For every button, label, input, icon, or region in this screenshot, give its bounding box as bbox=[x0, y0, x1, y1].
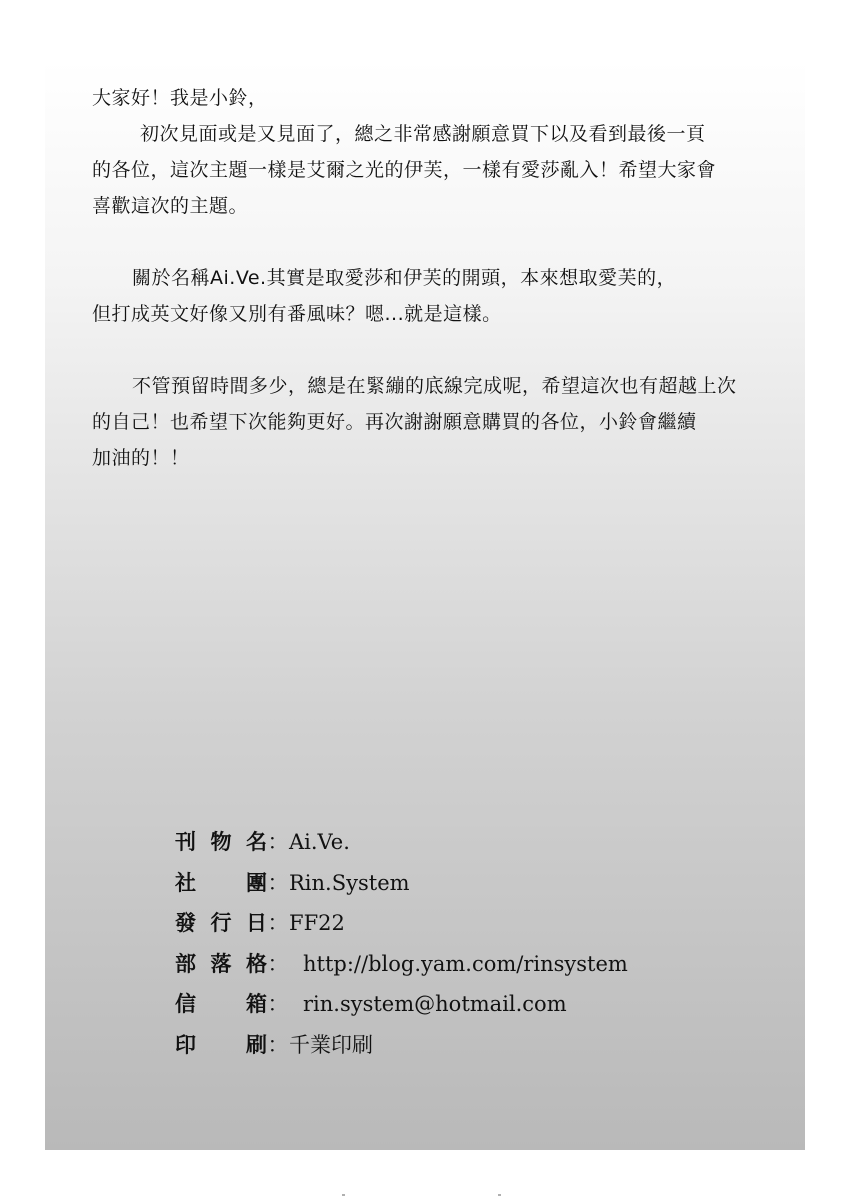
colophon bbox=[175, 822, 735, 1065]
paragraph-1-line-3: 喜歡這次的主題。 bbox=[92, 195, 249, 217]
edge-mark bbox=[342, 1194, 345, 1196]
paragraph-3-line-2: 的自己！也希望下次能夠更好。再次謝謝願意購買的各位，小鈴會繼續 bbox=[92, 411, 697, 433]
colophon-blog-row bbox=[175, 944, 735, 985]
page-edge-marks bbox=[0, 1192, 850, 1200]
colophon-date-value: FF22 bbox=[289, 911, 345, 935]
colophon-blog-label: 部落格 bbox=[175, 950, 267, 976]
paragraph-2-line-1: 關於名稱Ai.Ve.其實是取愛莎和伊芙的開頭，本來想取愛芙的， bbox=[132, 267, 677, 289]
colophon-date-row bbox=[175, 903, 735, 944]
colophon-print-row bbox=[175, 1025, 735, 1066]
colophon-circle-label: 社團 bbox=[175, 869, 267, 895]
colophon-print-value: 千業印刷 bbox=[289, 1032, 373, 1057]
paragraph-2-line-2: 但打成英文好像又別有番風味？嗯...就是這樣。 bbox=[92, 303, 502, 325]
greeting-line: 大家好！我是小鈴， bbox=[92, 87, 268, 109]
colophon-title-label: 刊物名 bbox=[175, 829, 267, 854]
paragraph-3-line-1: 不管預留時間多少，總是在緊繃的底線完成呢，希望這次也有超越上次 bbox=[132, 375, 737, 397]
paragraph-gap bbox=[92, 332, 772, 368]
colophon-separator: ： bbox=[267, 992, 289, 1016]
colophon-circle-row bbox=[175, 863, 735, 904]
paragraph-1-line-1: 初次見面或是又見面了，總之非常感謝願意買下以及看到最後一頁 bbox=[140, 123, 706, 145]
colophon-title-value: Ai.Ve. bbox=[289, 830, 350, 854]
colophon-date-label: 發行日 bbox=[175, 910, 267, 935]
colophon-title-row bbox=[175, 822, 735, 863]
colophon-separator: ： bbox=[267, 830, 289, 854]
colophon-print-label: 印刷 bbox=[175, 1031, 267, 1057]
paragraph-gap bbox=[92, 224, 772, 260]
paragraph-1-line-2: 的各位，這次主題一樣是艾爾之光的伊芙，一樣有愛莎亂入！希望大家會 bbox=[92, 159, 717, 181]
colophon-mail-row bbox=[175, 984, 735, 1025]
colophon-mail-link[interactable]: rin.system@hotmail.com bbox=[303, 992, 567, 1016]
colophon-blog-link[interactable]: http://blog.yam.com/rinsystem bbox=[303, 951, 628, 976]
colophon-separator: ： bbox=[267, 911, 289, 935]
colophon-separator: ： bbox=[267, 870, 289, 895]
paragraph-3-line-3: 加油的！！ bbox=[92, 447, 190, 469]
colophon-mail-label: 信箱 bbox=[175, 991, 267, 1016]
afterword-text bbox=[92, 80, 772, 476]
colophon-separator: ： bbox=[267, 951, 289, 976]
edge-mark bbox=[498, 1194, 501, 1196]
colophon-separator: ： bbox=[267, 1032, 289, 1057]
colophon-circle-value: Rin.System bbox=[289, 870, 410, 895]
